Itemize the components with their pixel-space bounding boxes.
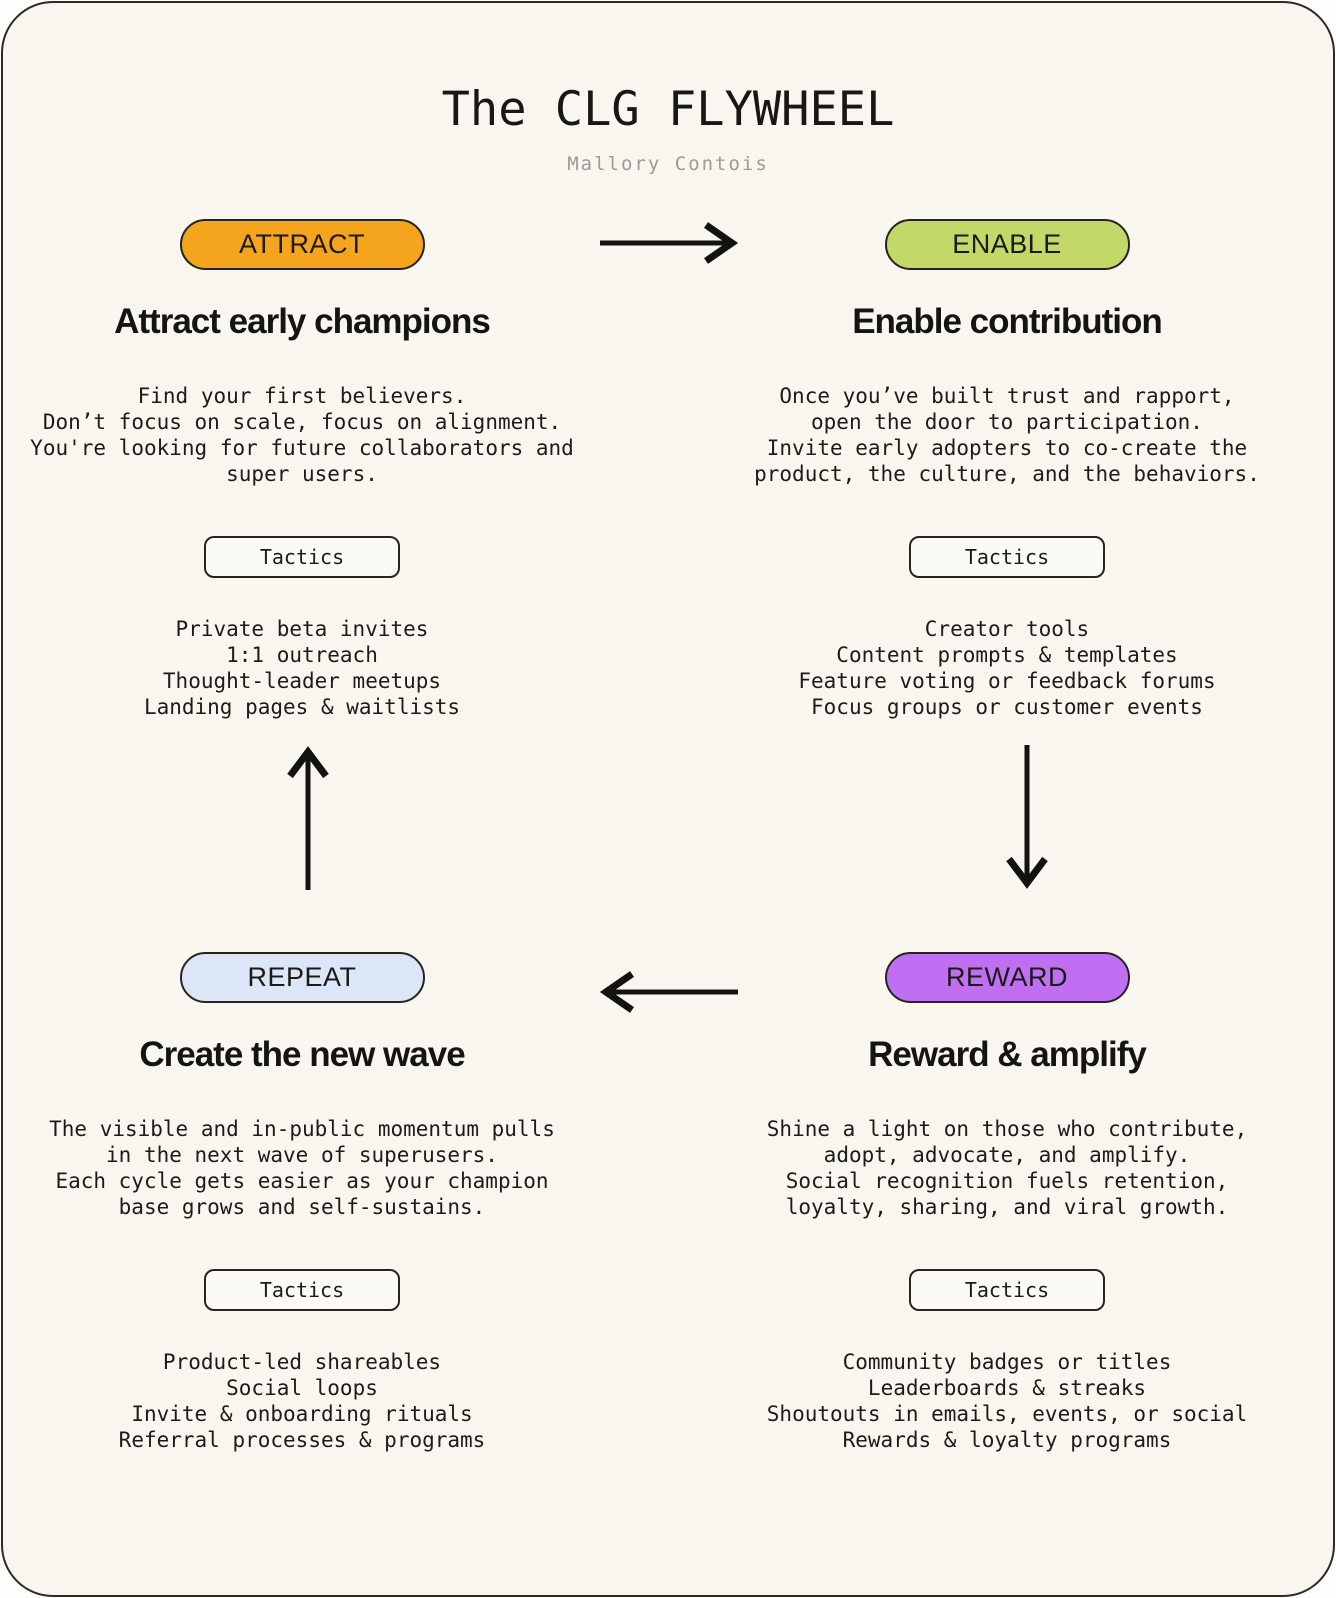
description-line: open the door to participation.	[811, 410, 1203, 435]
description-line: super users.	[226, 462, 378, 487]
attract-tactics-list	[144, 616, 460, 720]
description-line: product, the culture, and the behaviors.	[754, 462, 1260, 487]
tactic-item: Creator tools	[924, 617, 1090, 642]
tactic-item: Private beta invites	[175, 617, 429, 642]
repeat-description	[49, 1116, 555, 1220]
reward-heading: Reward & amplify	[868, 1035, 1146, 1075]
page-subtitle: Mallory Contois	[567, 153, 769, 175]
description-line: adopt, advocate, and amplify.	[823, 1143, 1191, 1168]
description-line: in the next wave of superusers.	[106, 1143, 498, 1168]
enable-heading: Enable contribution	[852, 302, 1162, 342]
arrow-left-icon	[595, 967, 740, 1017]
tactic-item: Landing pages & waitlists	[143, 695, 461, 720]
tactic-item: Referral processes & programs	[118, 1428, 486, 1453]
repeat-tactics-chip: Tactics	[204, 1269, 400, 1311]
enable-tactics-list	[798, 616, 1215, 720]
title-block	[0, 82, 1336, 175]
arrow-up-icon	[283, 742, 333, 892]
repeat-tactics-list	[119, 1349, 486, 1453]
tactic-item: Product-led shareables	[162, 1350, 442, 1375]
reward-tactics-list	[767, 1349, 1247, 1453]
stage-attract	[17, 219, 587, 720]
description-line: base grows and self-sustains.	[118, 1195, 486, 1220]
description-line: Find your first believers.	[137, 384, 467, 409]
repeat-stage-badge: REPEAT	[180, 952, 425, 1003]
description-line: Each cycle gets easier as your champion	[55, 1169, 549, 1194]
tactic-item: Rewards & loyalty programs	[842, 1428, 1172, 1453]
stage-enable	[722, 219, 1292, 720]
attract-description	[30, 383, 574, 487]
arrow-down-icon	[1002, 743, 1052, 893]
description-line: loyalty, sharing, and viral growth.	[785, 1195, 1229, 1220]
description-line: Social recognition fuels retention,	[785, 1169, 1229, 1194]
stage-repeat	[17, 952, 587, 1453]
arrow-right-icon	[598, 218, 743, 268]
attract-tactics-chip: Tactics	[204, 536, 400, 578]
attract-heading: Attract early champions	[114, 302, 490, 342]
description-line: Invite early adopters to co-create the	[766, 436, 1248, 461]
reward-tactics-chip: Tactics	[909, 1269, 1105, 1311]
tactic-item: Community badges or titles	[842, 1350, 1172, 1375]
tactic-item: Focus groups or customer events	[811, 695, 1203, 720]
tactic-item: Social loops	[226, 1376, 378, 1401]
stage-reward	[722, 952, 1292, 1453]
page-title: The CLG FLYWHEEL	[441, 82, 895, 137]
description-line: You're looking for future collaborators and	[30, 436, 574, 461]
repeat-heading: Create the new wave	[139, 1035, 465, 1075]
reward-stage-badge: REWARD	[885, 952, 1130, 1003]
tactic-item: Thought-leader meetups	[162, 669, 442, 694]
tactic-item: Content prompts & templates	[836, 643, 1178, 668]
tactic-item: Invite & onboarding rituals	[131, 1402, 473, 1427]
description-line: The visible and in-public momentum pulls	[49, 1117, 555, 1142]
tactic-item: 1:1 outreach	[226, 643, 378, 668]
tactic-item: Leaderboards & streaks	[867, 1376, 1147, 1401]
enable-stage-badge: ENABLE	[885, 219, 1130, 270]
description-line: Once you’ve built trust and rapport,	[779, 384, 1235, 409]
enable-tactics-chip: Tactics	[909, 536, 1105, 578]
attract-stage-badge: ATTRACT	[180, 219, 425, 270]
description-line: Shine a light on those who contribute,	[766, 1117, 1248, 1142]
tactic-item: Feature voting or feedback forums	[798, 669, 1216, 694]
description-line: Don’t focus on scale, focus on alignment.	[42, 410, 562, 435]
enable-description	[754, 383, 1260, 487]
reward-description	[767, 1116, 1247, 1220]
tactic-item: Shoutouts in emails, events, or social	[766, 1402, 1248, 1427]
